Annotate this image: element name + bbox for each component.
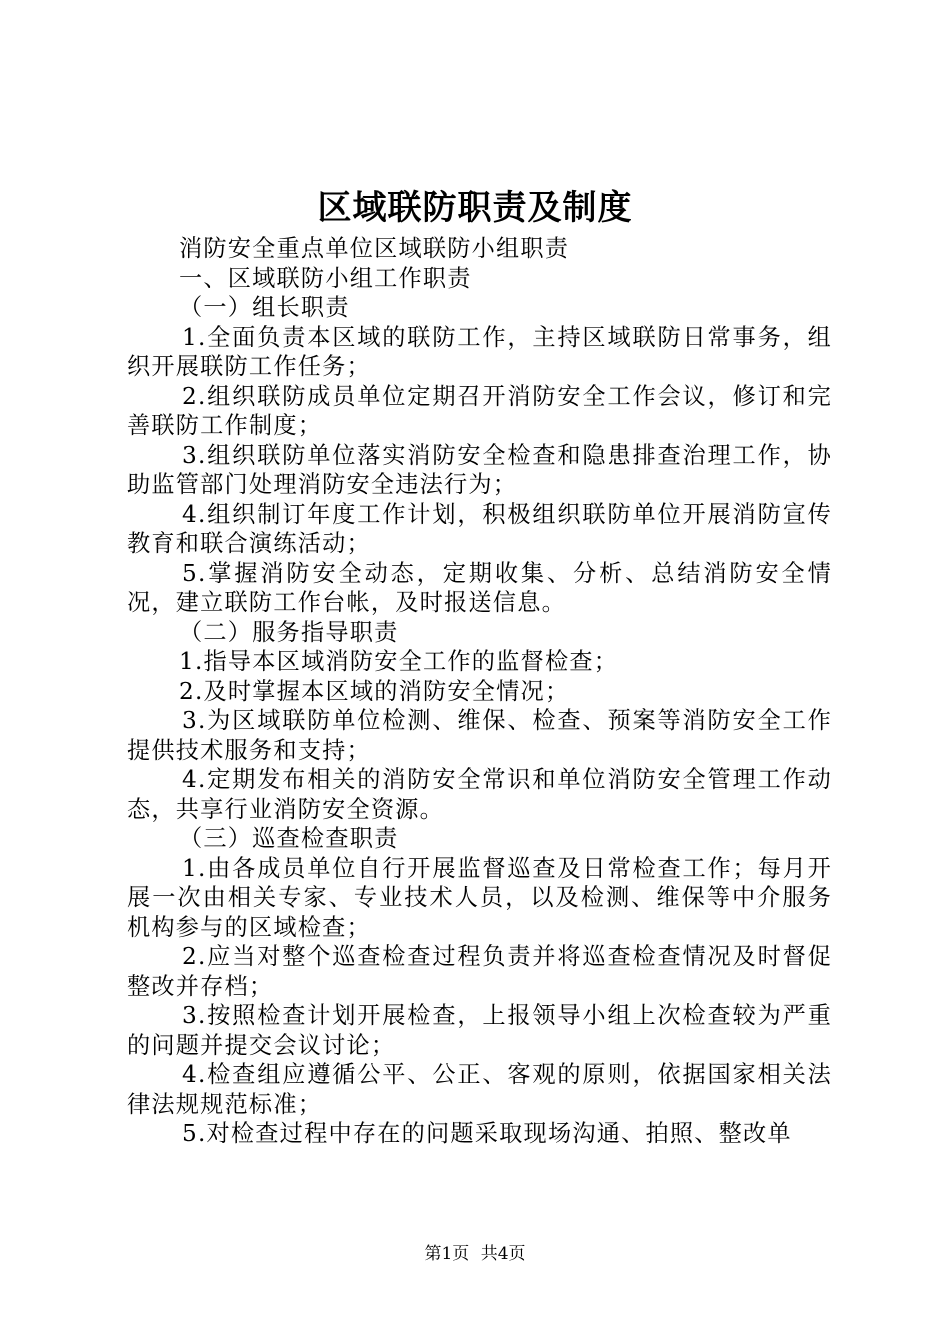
list-item: 3.组织联防单位落实消防安全检查和隐患排查治理工作，协助监管部门处理消防安全违法行为； [127,441,832,498]
document-title: 区域联防职责及制度 [317,188,633,228]
paragraph: 消防安全重点单位区域联防小组职责 [179,235,570,262]
list-item: 5.对检查过程中存在的问题采取现场沟通、拍照、整改单 [182,1120,792,1147]
section-heading: 一、区域联防小组工作职责 [179,264,472,292]
list-item: 2.组织联防成员单位定期召开消防安全工作会议，修订和完善联防工作制度； [127,382,832,439]
list-item: 4.组织制订年度工作计划，积极组织联防单位开展消防宣传教育和联合演练活动； [127,500,832,557]
list-item: 3.为区域联防单位检测、维保、检查、预案等消防安全工作提供技术服务和支持； [127,707,832,764]
page-total: 共4页 [480,1244,526,1264]
page-footer [0,1242,950,1266]
document-body [127,234,832,1149]
list-item: 2.及时掌握本区域的消防安全情况； [179,677,570,705]
subsection-heading: （一）组长职责 [179,294,350,321]
list-item: 4.检查组应遵循公平、公正、客观的原则，依据国家相关法律法规规范标准； [127,1061,832,1118]
list-item: 1.由各成员单位自行开展监督巡查及日常检查工作；每月开展一次由相关专家、专业技术人员，以及检测、维保等中介服务机构参与的区域检查； [127,854,832,941]
list-item: 1.指导本区域消防安全工作的监督检查； [179,648,619,675]
list-item: 3.按照检查计划开展检查，上报领导小组上次检查较为严重的问题并提交会议讨论； [127,1002,832,1059]
list-item: 4.定期发布相关的消防安全常识和单位消防安全管理工作动态，共享行业消防安全资源。 [127,766,832,823]
list-item: 1.全面负责本区域的联防工作，主持区域联防日常事务，组织开展联防工作任务； [127,323,832,380]
subsection-heading: （三）巡查检查职责 [179,825,399,852]
subsection-heading: （二）服务指导职责 [179,618,399,646]
page-number: 第1页 [424,1244,470,1264]
list-item: 5.掌握消防安全动态，定期收集、分析、总结消防安全情况，建立联防工作台帐，及时报送信息。 [127,559,832,616]
list-item: 2.应当对整个巡查检查过程负责并将巡查检查情况及时督促整改并存档； [127,943,832,1000]
